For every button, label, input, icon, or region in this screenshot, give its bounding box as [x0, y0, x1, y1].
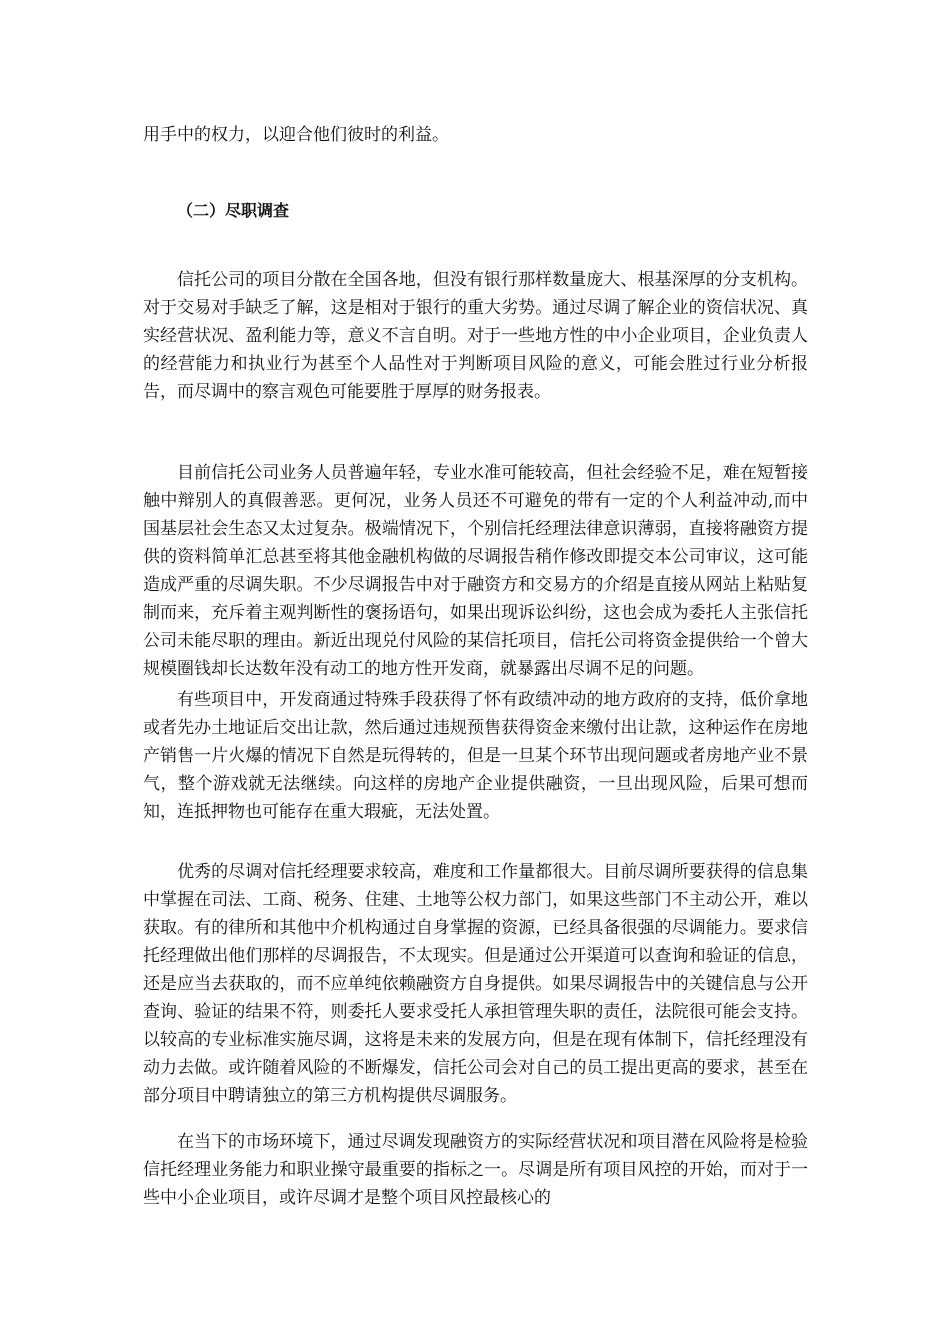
paragraph-1: 信托公司的项目分散在全国各地，但没有银行那样数量庞大、根基深厚的分支机构。对于交易对手缺乏了解，这是相对于银行的重大劣势。通过尽调了解企业的资信状况、真实经营状况、盈利能力等，意义不言自明。对于一些地方性的中小企业项目，企业负责人的经营能力和执业行为甚至个人品性对于判断项目风险的意义，可能会胜过行业分析报告，而尽调中的察言观色可能要胜于厚厚的财务报表。 — [143, 270, 808, 402]
section-heading: （二）尽职调查 — [177, 201, 290, 220]
paragraph-3: 有些项目中，开发商通过特殊手段获得了怀有政绩冲动的地方政府的支持，低价拿地或者先办土地证后交出让款，然后通过违规预售获得资金来缴付出让款，这种运作在房地产销售一片火爆的情况下自然是玩得转的，但是一旦某个环节出现问题或者房地产业不景气，整个游戏就无法继续。向这样的房地产企业提供融资，一旦出现风险，后果可想而知，连抵押物也可能存在重大瑕疵，无法处置。 — [143, 690, 808, 822]
paragraph-2: 目前信托公司业务人员普遍年轻，专业水准可能较高，但社会经验不足，难在短暂接触中辩别人的真假善恶。更何况，业务人员还不可避免的带有一定的个人利益冲动,而中国基层社会生态又太过复杂。极端情况下，个别信托经理法律意识薄弱，直接将融资方提供的资料简单汇总甚至将其他金融机构做的尽调报告稍作修改即提交本公司审议，这可能造成严重的尽调失职。不少尽调报告中对于融资方和交易方的介绍是直接从网站上粘贴复制而来，充斥着主观判断性的褒扬语句，如果出现诉讼纠纷，这也会成为委托人主张信托公司未能尽职的理由。新近出现兑付风险的某信托项目，信托公司将资金提供给一个曾大规模圈钱却长达数年没有动工的地方性开发商，就暴露出尽调不足的问题。 — [143, 463, 808, 679]
intro-fragment: 用手中的权力，以迎合他们彼时的利益。 — [143, 125, 449, 145]
paragraph-4: 优秀的尽调对信托经理要求较高，难度和工作量都很大。目前尽调所要获得的信息集中掌握在司法、工商、税务、住建、土地等公权力部门，如果这些部门不主动公开，难以获取。有的律所和其他中介机构通过自身掌握的资源，已经具备很强的尽调能力。要求信托经理做出他们那样的尽调报告，不太现实。但是通过公开渠道可以查询和验证的信息，还是应当去获取的，而不应单纯依赖融资方自身提供。如果尽调报告中的关键信息与公开查询、验证的结果不符，则委托人要求受托人承担管理失职的责任，法院很可能会支持。以较高的专业标准实施尽调，这将是未来的发展方向，但是在现有体制下，信托经理没有动力去做。或许随着风险的不断爆发，信托公司会对自己的员工提出更高的要求，甚至在部分项目中聘请独立的第三方机构提供尽调服务。 — [143, 862, 808, 1106]
paragraph-5: 在当下的市场环境下，通过尽调发现融资方的实际经营状况和项目潜在风险将是检验信托经理业务能力和职业操守最重要的指标之一。尽调是所有项目风控的开始，而对于一些中小企业项目，或许尽调才是整个项目风控最核心的 — [143, 1132, 808, 1208]
